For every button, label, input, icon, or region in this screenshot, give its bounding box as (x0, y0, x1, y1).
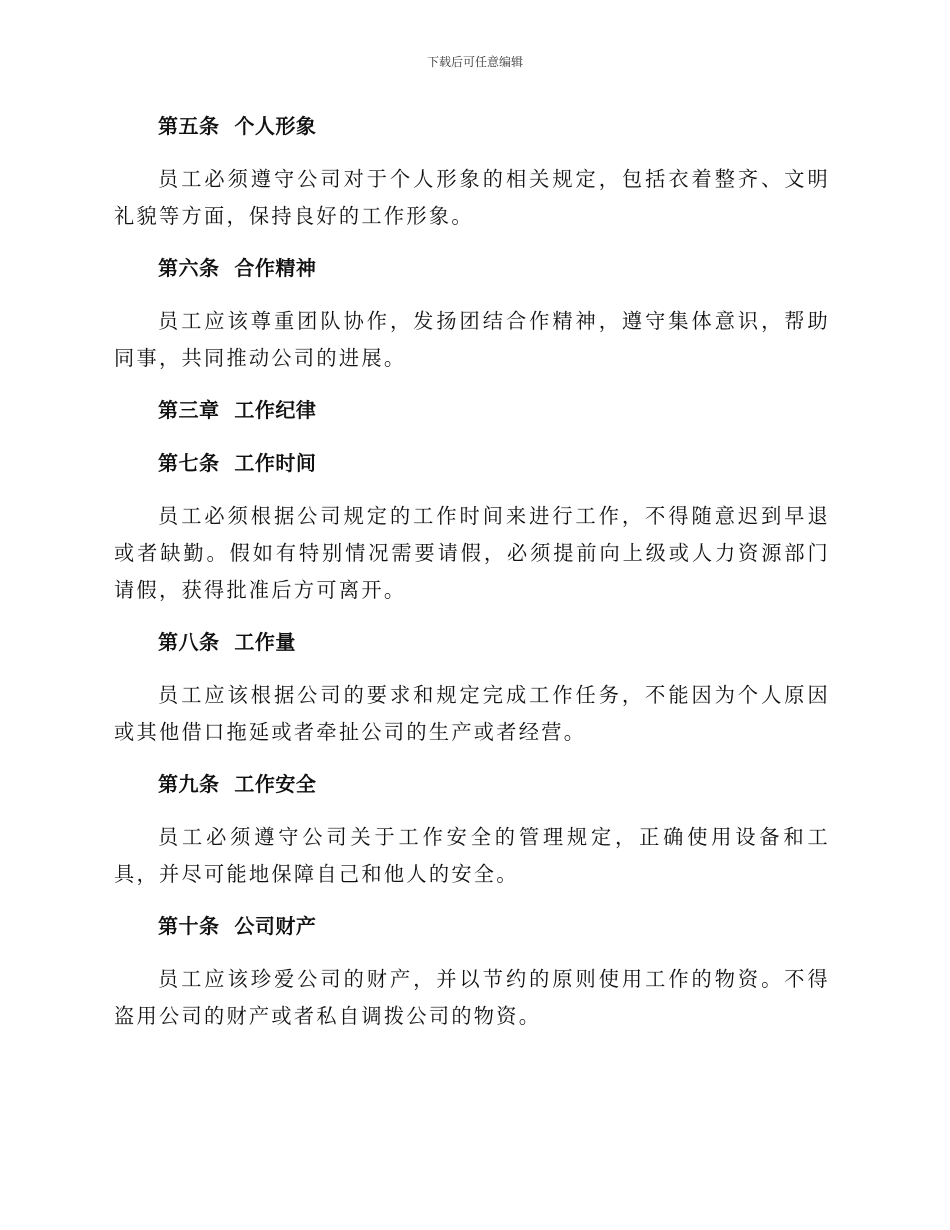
article-9-heading: 第九条 工作安全 (158, 772, 317, 796)
page-header: 下载后可任意编辑 (426, 55, 523, 69)
article-6-heading: 第六条 合作精神 (158, 256, 317, 280)
article-7-text: 员工必须根据公司规定的工作时间来进行工作，不得随意迟到早退或者缺勤。假如有特别情况需要请假，必须提前向上级或人力资源部门请假，获得批准后方可离开。 (114, 504, 830, 602)
article-5-text: 员工必须遵守公司对于个人形象的相关规定，包括衣着整齐、文明礼貌等方面，保持良好的工作形象。 (114, 167, 830, 228)
article-8-heading: 第八条 工作量 (158, 630, 296, 654)
article-8-text: 员工应该根据公司的要求和规定完成工作任务，不能因为个人原因或其他借口拖延或者牵扯公司的生产或者经营。 (114, 683, 830, 744)
article-5-heading: 第五条 个人形象 (158, 114, 317, 138)
article-9-text: 员工必须遵守公司关于工作安全的管理规定，正确使用设备和工具，并尽可能地保障自己和他人的安全。 (114, 825, 830, 886)
chapter-3-heading: 第三章 工作纪律 (158, 398, 317, 422)
article-10-text: 员工应该珍爱公司的财产，并以节约的原则使用工作的物资。不得盗用公司的财产或者私自调拨公司的物资。 (114, 967, 830, 1028)
article-10-heading: 第十条 公司财产 (158, 914, 317, 938)
article-6-text: 员工应该尊重团队协作，发扬团结合作精神，遵守集体意识，帮助同事，共同推动公司的进展。 (114, 309, 830, 370)
article-7-heading: 第七条 工作时间 (158, 451, 317, 475)
